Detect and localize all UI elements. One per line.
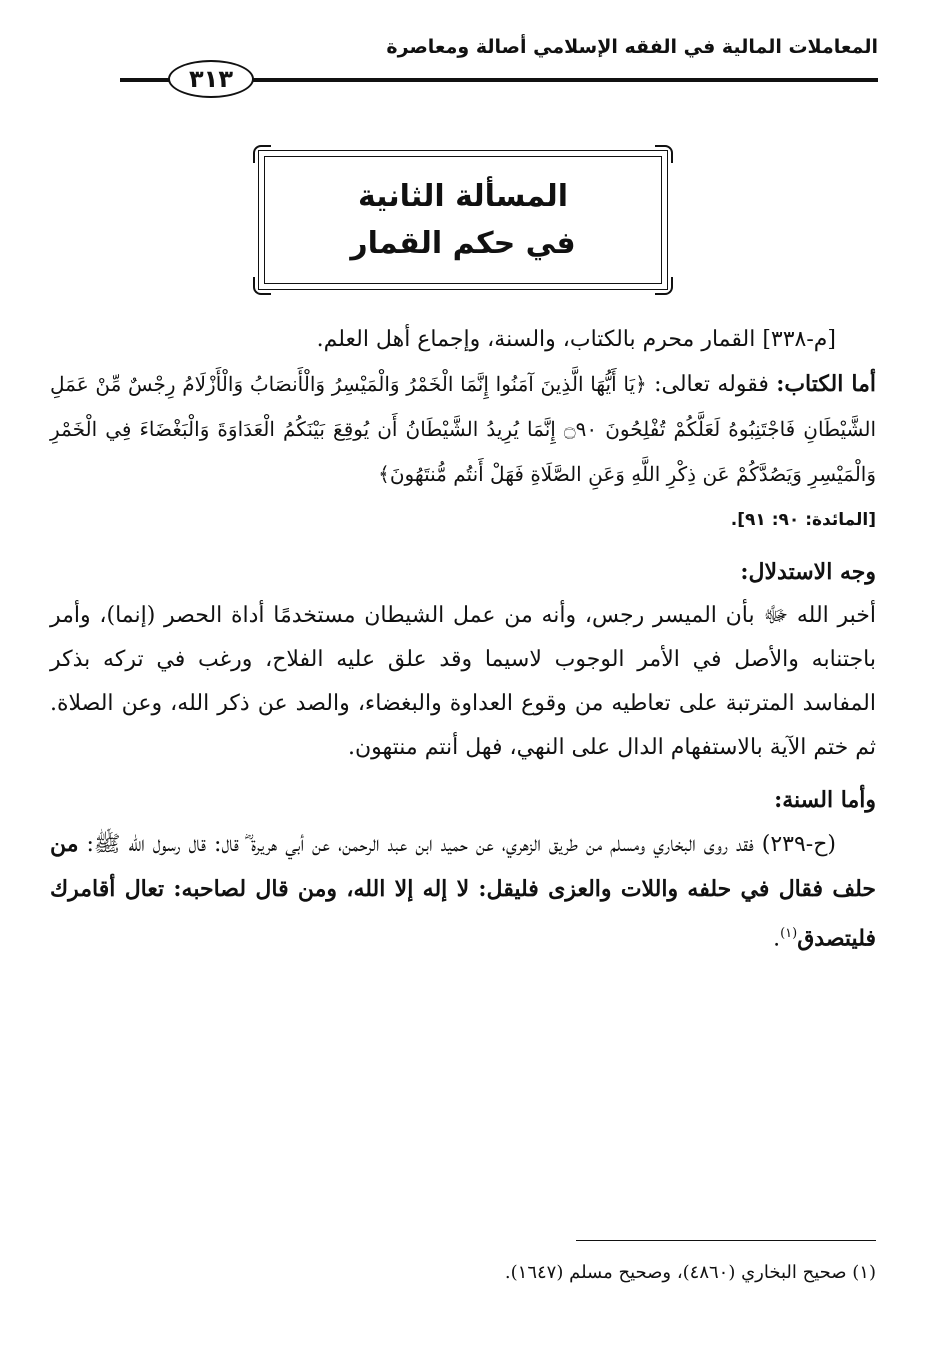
page-number-badge: ٣١٣ — [168, 60, 254, 98]
frame-corner-ornament — [253, 145, 271, 163]
footnote: (١) صحيح البخاري (٤٨٦٠)، وصحيح مسلم (١٦٤٧). — [504, 1262, 876, 1283]
main-text — [50, 318, 876, 961]
hadith-intro: (ح-٢٣٩) فقد روى البخاري ومسلم من طريق الزهري، عن حميد ابن عبد الرحمن، عن أبي هريرة ؓ قال: قال رسول الله ﷺ: — [78, 832, 836, 857]
intro-paragraph: [م-٣٣٨] القمار محرم بالكتاب، والسنة، وإجماع أهل العلم. — [316, 327, 836, 352]
reasoning-heading: وجه الاستدلال: — [740, 559, 876, 585]
sunnah-heading: وأما السنة: — [774, 787, 876, 813]
frame-corner-ornament — [253, 277, 271, 295]
footnote-rule — [576, 1240, 876, 1241]
running-header: المعاملات المالية في الفقه الإسلامي أصالة ومعاصرة — [386, 36, 878, 58]
frame-corner-ornament — [655, 145, 673, 163]
quran-verse: ﴿يَا أَيُّهَا الَّذِينَ آمَنُوا إِنَّمَا الْخَمْرُ وَالْمَيْسِرُ وَالْأَنصَابُ وَالْأَزْلَامُ رِجْسٌ مِّنْ عَمَلِ الشَّيْطَانِ فَاجْتَنِبُوهُ لَعَلَّكُمْ تُفْلِحُونَ ۝٩٠ إِنَّمَا يُرِيدُ الشَّيْطَانُ أَن يُوقِعَ بَيْنَكُمُ الْعَدَاوَةَ وَالْبَغْضَاءَ فِي الْخَمْرِ وَالْمَيْسِرِ وَيَصُدَّكُمْ عَن ذِكْرِ اللَّهِ وَعَنِ الصَّلَاةِ فَهَلْ أَنتُم مُّنتَهُونَ﴾ — [50, 372, 877, 486]
book-label: أما الكتاب: — [776, 371, 876, 397]
hadith-end: . — [773, 926, 781, 952]
quran-reference — [50, 497, 876, 542]
hadith-text: من حلف فقال في حلفه واللات والعزى فليقل: لا إله إلا الله، ومن قال لصاحبه: تعال أقامرك فليتصدق — [50, 831, 876, 952]
book-lead: فقوله تعالى: — [646, 372, 777, 397]
section-subtitle: في حكم القمار — [350, 226, 576, 261]
frame-corner-ornament — [655, 277, 673, 295]
section-title-inner — [264, 156, 662, 284]
section-title-frame — [258, 150, 668, 290]
book-paragraph — [50, 362, 876, 497]
section-title: المسألة الثانية — [357, 179, 569, 214]
hadith-paragraph — [50, 822, 876, 961]
footnote-mark[interactable]: (١) — [780, 926, 798, 941]
reasoning-paragraph: أخبر الله ﷻ بأن الميسر رجس، وأنه من عمل الشيطان مستخدمًا أداة الحصر (إنما)، وأمر باجتنابه والأصل في الأمر الوجوب لاسيما وقد علق عليه الفلاح، ورغب في تركه بذكر المفاسد المترتبة على تعاطيه من وقوع العداوة والبغضاء، والصد عن ذكر الله، وعن الصلاة. ثم ختم الآية بالاستفهام الدال على النهي، فهل أنتم منتهون. — [50, 603, 876, 760]
quran-ref: [المائدة: ٩٠: ٩١]. — [730, 510, 876, 530]
